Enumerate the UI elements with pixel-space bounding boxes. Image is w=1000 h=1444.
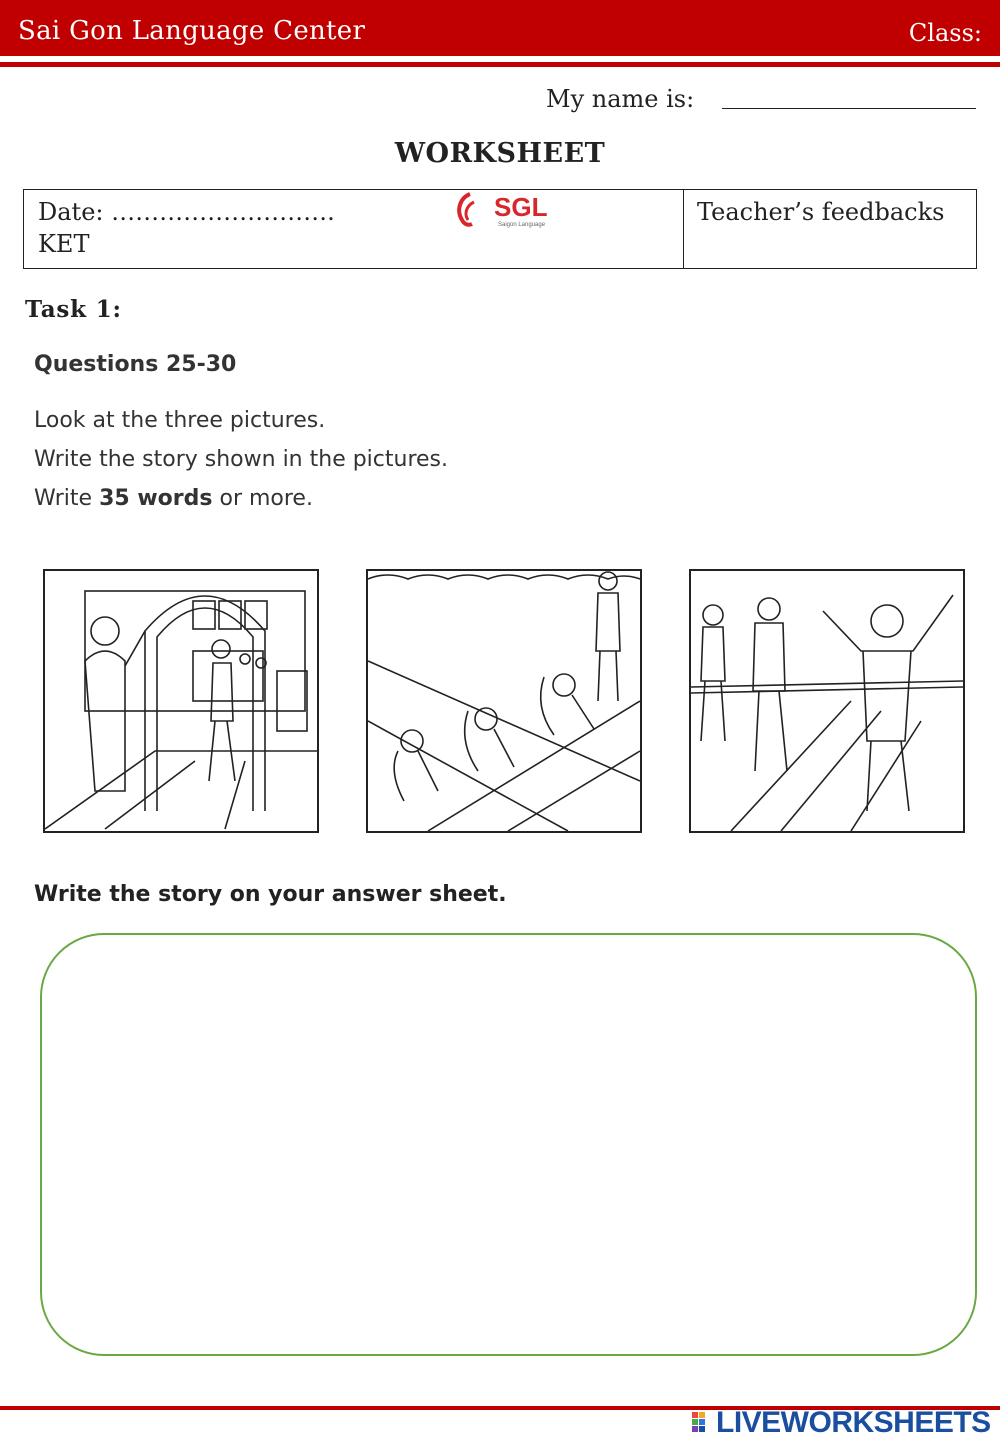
info-table-divider: [683, 189, 684, 269]
finish-line-picture: [689, 569, 965, 833]
liveworksheets-brand[interactable]: LIVEWORKSHEETS: [716, 1406, 991, 1439]
svg-text:SGL: SGL: [494, 192, 548, 222]
answer-textarea[interactable]: [40, 933, 977, 1356]
answer-instruction: Write the story on your answer sheet.: [34, 882, 507, 907]
sgl-logo: [454, 190, 564, 230]
instruction-line: Look at the three pictures.: [34, 408, 326, 433]
svg-text:Saigon Language: Saigon Language: [498, 222, 546, 228]
date-field: Date: ……………………….: [38, 198, 335, 226]
instruction-line: Write 35 words or more.: [34, 486, 313, 511]
worksheet-title: WORKSHEET: [394, 138, 606, 169]
task-title: Task 1:: [25, 296, 122, 323]
level-label: KET: [38, 230, 90, 258]
liveworksheets-icon: [690, 1406, 714, 1440]
name-label: My name is:: [546, 85, 695, 113]
name-field[interactable]: [722, 108, 976, 109]
class-label: Class:: [908, 19, 982, 47]
school-gate-wave-picture: [43, 569, 319, 833]
header-divider: [0, 62, 1000, 67]
center-name: Sai Gon Language Center: [18, 16, 366, 46]
instruction-line: Write the story shown in the pictures.: [34, 447, 449, 472]
race-start-picture: [366, 569, 642, 833]
questions-title: Questions 25-30: [34, 352, 237, 377]
teacher-feedback-label: Teacher’s feedbacks: [697, 198, 945, 226]
